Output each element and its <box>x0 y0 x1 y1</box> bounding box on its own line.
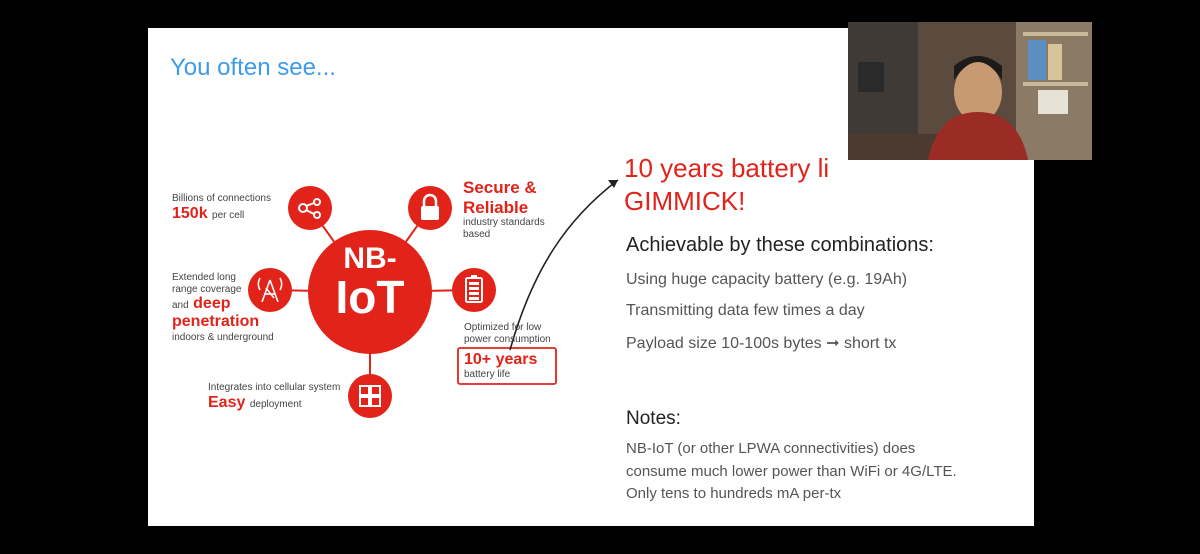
list-item: Using huge capacity battery (e.g. 19Ah) <box>626 271 908 288</box>
notes-line1: NB-IoT (or other LPWA connectivities) does <box>626 440 916 457</box>
power-small1: Optimized for low <box>464 322 542 333</box>
center-line1: NB- <box>343 242 397 275</box>
notes-line3: Only tens to hundreds mA per-tx <box>626 485 842 502</box>
battery-icon <box>452 268 496 312</box>
connections-small: Billions of connections <box>172 193 271 204</box>
webcam-image <box>848 22 1092 160</box>
list-item: Transmitting data few times a day <box>626 302 865 319</box>
slide-title: You often see... <box>170 54 336 81</box>
subheading: Achievable by these combinations: <box>626 234 934 256</box>
secure-small1: industry standards <box>463 217 545 229</box>
center-label <box>318 242 422 323</box>
padlock-icon <box>408 186 452 230</box>
secure-big2: Reliable <box>463 197 529 217</box>
coverage-big2: penetration <box>172 313 260 331</box>
list-item: Payload size 10-100s bytes ➞ short tx <box>626 335 897 352</box>
puzzle-icon <box>348 374 392 418</box>
headline-line1: 10 years battery li <box>624 153 830 183</box>
share-nodes-icon <box>288 186 332 230</box>
coverage-prefix: and <box>172 300 189 311</box>
presenter-webcam <box>848 22 1092 160</box>
coverage-small1: Extended long <box>172 272 236 283</box>
connections-big: 150k <box>172 204 208 222</box>
notes-body <box>626 438 1016 506</box>
feature-secure <box>463 178 545 240</box>
notes-heading: Notes: <box>626 408 681 429</box>
cellular-big: Easy <box>208 393 246 411</box>
power-small2: power consumption <box>464 333 551 345</box>
cellular-small: Integrates into cellular system <box>208 382 341 393</box>
feature-power <box>464 322 551 381</box>
headline <box>624 152 829 217</box>
feature-connections <box>172 193 271 223</box>
feature-cellular <box>208 382 340 412</box>
cellular-suffix: deployment <box>249 398 302 410</box>
connections-suffix: per cell <box>212 209 245 221</box>
feature-coverage <box>172 272 274 343</box>
center-line2: IoT <box>335 271 405 323</box>
coverage-big1: deep <box>193 295 231 312</box>
headline-line2: GIMMICK! <box>624 185 746 216</box>
power-big: 10+ years <box>464 351 538 368</box>
coverage-small3: indoors & underground <box>172 331 274 343</box>
power-small3: battery life <box>464 369 511 381</box>
secure-small2: based <box>463 228 491 240</box>
notes-line2: consume much lower power than WiFi or 4G/LTE. <box>626 462 957 480</box>
secure-big1: Secure & <box>463 178 537 197</box>
coverage-small2: range coverage <box>172 283 242 295</box>
